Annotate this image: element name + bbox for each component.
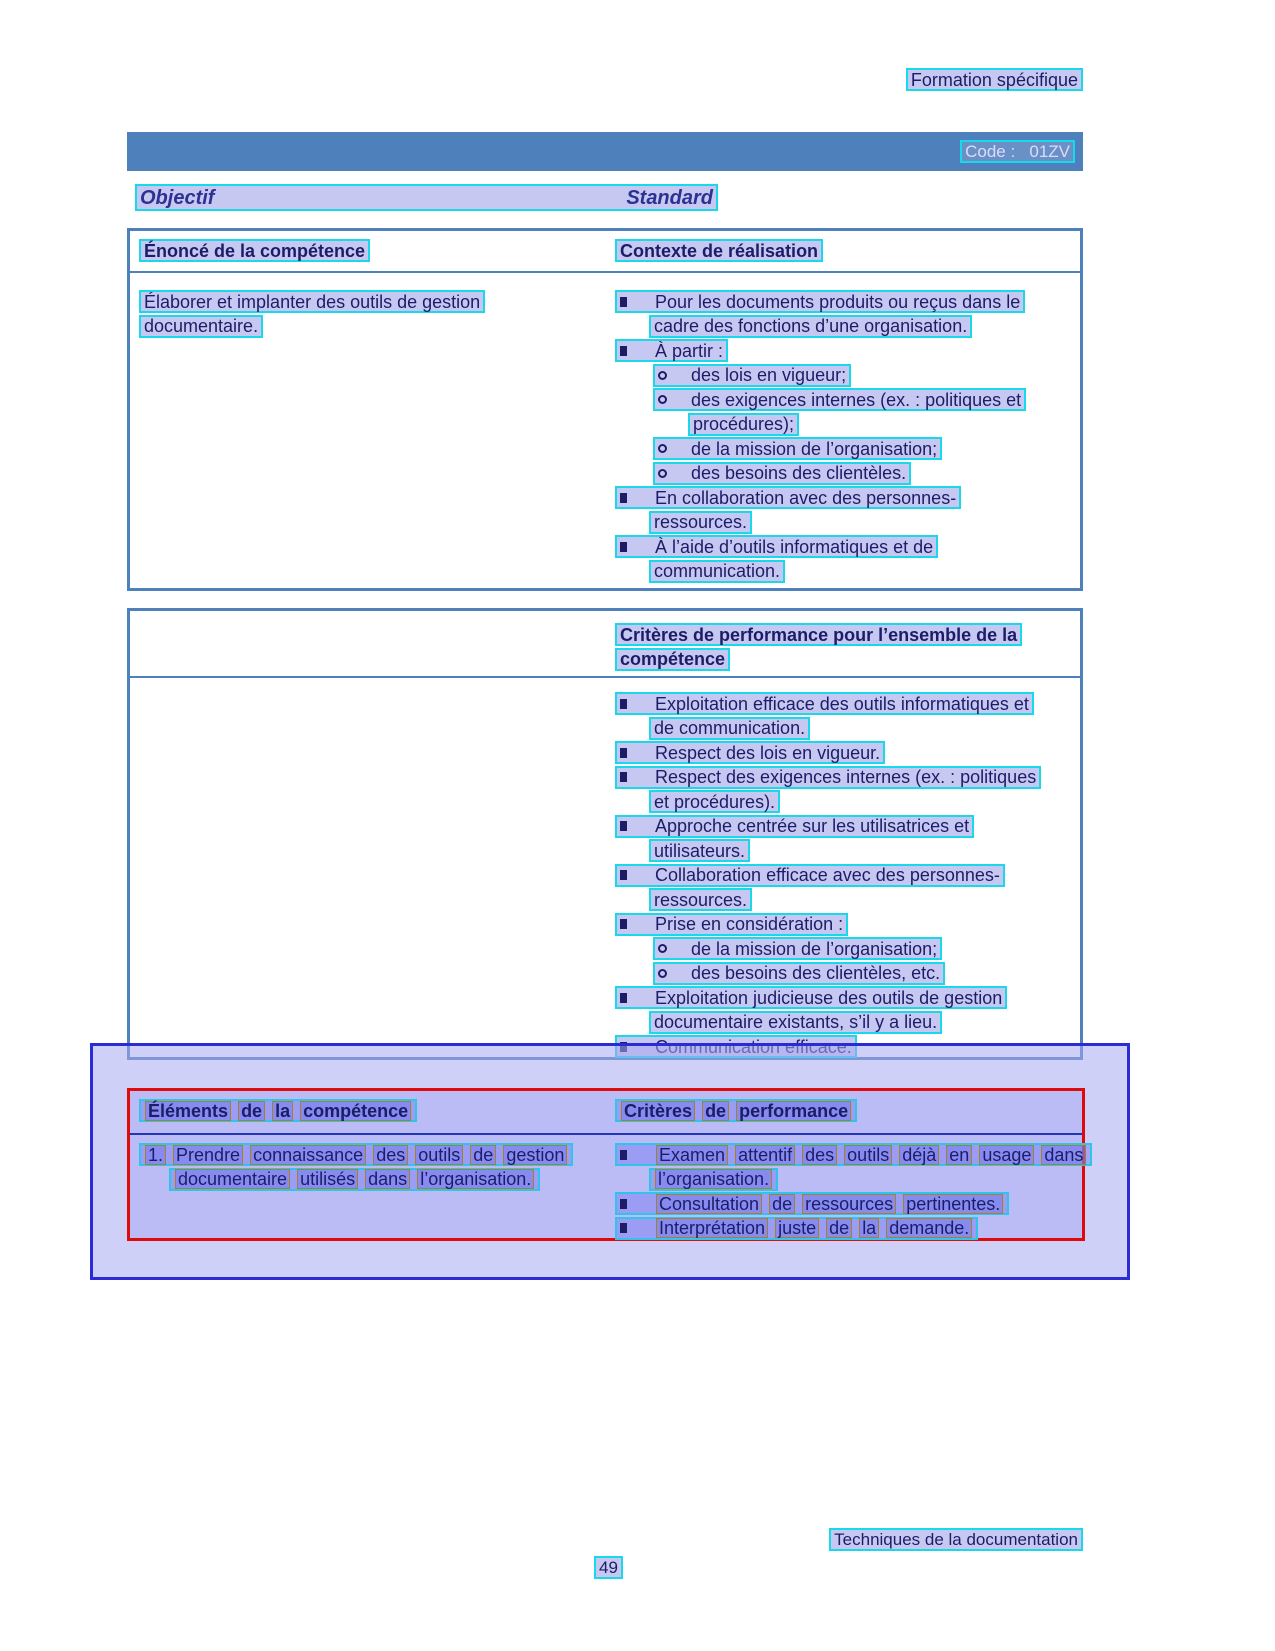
highlight-box bbox=[139, 239, 370, 262]
text-line bbox=[615, 339, 1026, 364]
square-bullet-icon bbox=[620, 870, 627, 880]
line-text: documentaire. bbox=[144, 316, 259, 336]
text-line bbox=[615, 486, 1026, 511]
text-line bbox=[649, 839, 1041, 864]
square-bullet-icon bbox=[620, 297, 627, 307]
highlight-box bbox=[615, 986, 1007, 1009]
word-box: Éléments bbox=[145, 1101, 231, 1121]
highlight-box bbox=[649, 315, 972, 338]
page-number-text: 49 bbox=[599, 1558, 618, 1577]
text-line bbox=[649, 1168, 1092, 1193]
word-box: de bbox=[238, 1101, 265, 1121]
word-box: outils bbox=[415, 1145, 463, 1165]
highlight-box bbox=[649, 790, 780, 813]
text-line bbox=[615, 741, 1041, 766]
line-text: documentaire existants, s’il y a lieu. bbox=[654, 1012, 938, 1032]
highlight-box bbox=[615, 486, 961, 509]
text-line bbox=[139, 290, 485, 315]
square-bullet-icon bbox=[620, 772, 627, 782]
text-line bbox=[615, 1099, 857, 1124]
line-text: Respect des lois en vigueur. bbox=[655, 742, 881, 763]
table-enonce-contexte bbox=[127, 228, 1083, 591]
table2-header-right bbox=[615, 623, 1022, 672]
word-box: la bbox=[272, 1101, 293, 1121]
highlight-box bbox=[615, 535, 938, 558]
table3-right-cell bbox=[615, 1143, 1092, 1241]
highlight-box bbox=[615, 692, 1034, 715]
word-box: gestion bbox=[503, 1145, 567, 1165]
table-elements-criteres bbox=[127, 1088, 1085, 1241]
line-text bbox=[655, 1218, 973, 1238]
formation-specifique-text: Formation spécifique bbox=[910, 69, 1078, 90]
line-text: ressources. bbox=[654, 512, 748, 532]
text-line bbox=[615, 290, 1026, 315]
text-line bbox=[615, 623, 1022, 648]
highlight-box bbox=[615, 1217, 978, 1240]
line-text: Pour les documents produits ou reçus dans le bbox=[655, 291, 1021, 312]
word-box: de bbox=[769, 1194, 795, 1214]
table3-header-right bbox=[615, 1099, 857, 1124]
square-bullet-icon bbox=[620, 919, 627, 929]
line-text: Élaborer et implanter des outils de gestion bbox=[144, 291, 481, 312]
page-number bbox=[594, 1556, 623, 1579]
word-box: Prendre bbox=[173, 1145, 243, 1165]
word-box: des bbox=[802, 1145, 837, 1165]
text-line bbox=[615, 766, 1041, 791]
word-box: la bbox=[859, 1218, 879, 1238]
line-text: de la mission de l’organisation; bbox=[691, 938, 938, 959]
text-line bbox=[653, 388, 1026, 413]
highlight-box bbox=[615, 913, 848, 936]
line-text: Respect des exigences internes (ex. : politiques bbox=[655, 767, 1037, 787]
square-bullet-icon bbox=[620, 346, 627, 356]
line-text: Collaboration efficace avec des personnes- bbox=[655, 865, 1000, 885]
line-text bbox=[174, 1169, 535, 1189]
word-box: compétence bbox=[300, 1101, 411, 1121]
highlight-box bbox=[615, 339, 728, 362]
circle-bullet-icon bbox=[658, 444, 667, 453]
highlight-box bbox=[615, 864, 1005, 887]
word-box: l’organisation. bbox=[655, 1169, 772, 1189]
highlight-box bbox=[615, 741, 885, 764]
highlight-box bbox=[139, 1099, 417, 1122]
title-bar bbox=[127, 132, 1083, 171]
text-line bbox=[615, 1143, 1092, 1168]
line-text: et procédures). bbox=[654, 791, 776, 812]
circle-bullet-icon bbox=[658, 371, 667, 380]
square-bullet-icon bbox=[620, 493, 627, 503]
text-line bbox=[615, 692, 1041, 717]
highlight-box bbox=[594, 1556, 623, 1579]
text-line bbox=[653, 364, 1026, 389]
circle-bullet-icon bbox=[658, 395, 667, 404]
circle-bullet-icon bbox=[658, 469, 667, 478]
text-line bbox=[169, 1168, 573, 1193]
word-box: usage bbox=[979, 1145, 1034, 1165]
line-text bbox=[620, 1101, 852, 1121]
line-text: En collaboration avec des personnes- bbox=[655, 487, 957, 508]
square-bullet-icon bbox=[620, 1223, 627, 1233]
word-box: attentif bbox=[735, 1145, 795, 1165]
line-text: Critères de performance pour l’ensemble de la bbox=[620, 624, 1018, 645]
text-line bbox=[649, 1011, 1041, 1036]
word-box: ressources bbox=[802, 1194, 896, 1214]
word-box: l’organisation. bbox=[417, 1169, 534, 1189]
square-bullet-icon bbox=[620, 1199, 627, 1209]
highlight-box bbox=[169, 1168, 540, 1191]
highlight-box bbox=[135, 184, 718, 211]
highlight-box bbox=[139, 315, 263, 338]
text-line bbox=[688, 413, 1026, 438]
table3-left-cell bbox=[139, 1143, 573, 1192]
square-bullet-icon bbox=[620, 1150, 627, 1160]
highlight-box bbox=[615, 1143, 1092, 1166]
table1-header-left: Énoncé de la compétence bbox=[144, 240, 366, 261]
text-line bbox=[649, 888, 1041, 913]
highlight-box bbox=[649, 511, 752, 534]
word-box: de bbox=[826, 1218, 852, 1238]
line-text: ressources. bbox=[654, 889, 748, 910]
text-line bbox=[615, 986, 1041, 1011]
word-box: juste bbox=[775, 1218, 819, 1238]
square-bullet-icon bbox=[620, 748, 627, 758]
highlight-box bbox=[653, 437, 942, 460]
line-text bbox=[654, 1169, 773, 1189]
square-bullet-icon bbox=[620, 993, 627, 1003]
text-line bbox=[139, 1099, 417, 1124]
text-line bbox=[649, 790, 1041, 815]
text-line bbox=[615, 648, 1022, 673]
word-box: pertinentes. bbox=[903, 1194, 1003, 1214]
text-line bbox=[653, 437, 1026, 462]
word-box: utilisés bbox=[297, 1169, 358, 1189]
text-line bbox=[653, 937, 1041, 962]
table2-right-cell bbox=[615, 692, 1041, 1060]
highlight-box bbox=[615, 623, 1022, 646]
highlight-box bbox=[615, 1192, 1009, 1215]
section-heading-row bbox=[135, 184, 718, 211]
text-line bbox=[139, 315, 485, 340]
word-box: dans bbox=[365, 1169, 410, 1189]
word-box: 1. bbox=[145, 1145, 166, 1165]
standard-heading: Standard bbox=[626, 186, 713, 209]
highlight-box bbox=[615, 239, 823, 262]
circle-bullet-icon bbox=[658, 944, 667, 953]
text-line bbox=[615, 815, 1041, 840]
circle-bullet-icon bbox=[658, 969, 667, 978]
line-text: de communication. bbox=[654, 718, 806, 738]
text-line bbox=[615, 864, 1041, 889]
word-box: demande. bbox=[886, 1218, 972, 1238]
word-box: des bbox=[373, 1145, 408, 1165]
selection-overlay bbox=[90, 1043, 1130, 1280]
word-box: connaissance bbox=[250, 1145, 366, 1165]
text-line bbox=[615, 913, 1041, 938]
line-text: procédures); bbox=[693, 414, 795, 434]
objectif-heading: Objectif bbox=[140, 186, 215, 209]
footer-program-label bbox=[829, 1528, 1083, 1551]
line-text bbox=[655, 1194, 1004, 1214]
highlight-box bbox=[649, 839, 750, 862]
line-text bbox=[144, 1101, 412, 1121]
highlight-box bbox=[139, 290, 485, 313]
highlight-box bbox=[649, 717, 810, 740]
text-line bbox=[615, 1217, 1092, 1242]
highlight-box bbox=[688, 413, 799, 436]
text-line bbox=[615, 535, 1026, 560]
table2-header-row bbox=[130, 611, 1080, 678]
square-bullet-icon bbox=[620, 821, 627, 831]
highlight-box bbox=[649, 560, 785, 583]
word-box: performance bbox=[736, 1101, 851, 1121]
word-box: Interprétation bbox=[656, 1218, 768, 1238]
table3-header-row bbox=[130, 1091, 1082, 1135]
word-box: outils bbox=[844, 1145, 892, 1165]
table-criteres-ensemble bbox=[127, 608, 1083, 1060]
line-text bbox=[144, 1145, 568, 1165]
highlight-box bbox=[829, 1528, 1083, 1551]
line-text: À partir : bbox=[655, 340, 724, 361]
highlight-box bbox=[653, 962, 945, 985]
text-line bbox=[649, 511, 1026, 536]
line-text: des besoins des clientèles, etc. bbox=[691, 963, 941, 983]
line-text: utilisateurs. bbox=[654, 840, 746, 861]
highlight-box bbox=[649, 1011, 942, 1034]
line-text: des besoins des clientèles. bbox=[691, 463, 907, 483]
word-box: déjà bbox=[899, 1145, 939, 1165]
line-text: communication. bbox=[654, 561, 781, 581]
table1-left-cell bbox=[139, 290, 485, 339]
table1-header-row bbox=[130, 231, 1080, 273]
line-text bbox=[655, 1145, 1087, 1165]
text-line bbox=[615, 1192, 1092, 1217]
text-line bbox=[649, 560, 1026, 585]
highlight-box bbox=[615, 815, 974, 838]
square-bullet-icon bbox=[620, 542, 627, 552]
text-line bbox=[653, 962, 1041, 987]
text-line bbox=[653, 462, 1026, 487]
highlight-box bbox=[615, 766, 1041, 789]
word-box: Consultation bbox=[656, 1194, 762, 1214]
line-text: cadre des fonctions d’une organisation. bbox=[654, 316, 968, 336]
highlight-box bbox=[649, 1168, 778, 1191]
line-text: compétence bbox=[620, 649, 726, 669]
word-box: dans bbox=[1041, 1145, 1086, 1165]
formation-specifique-label bbox=[906, 68, 1083, 91]
highlight-box bbox=[653, 364, 851, 387]
highlight-box bbox=[906, 68, 1083, 91]
text-line bbox=[139, 1143, 573, 1168]
word-box: de bbox=[702, 1101, 729, 1121]
footer-program-text: Techniques de la documentation bbox=[834, 1530, 1078, 1549]
highlight-box bbox=[615, 648, 730, 671]
word-box: documentaire bbox=[175, 1169, 290, 1189]
word-box: de bbox=[470, 1145, 496, 1165]
table3-header-left bbox=[139, 1099, 417, 1124]
code-badge bbox=[960, 140, 1075, 163]
text-line bbox=[649, 315, 1026, 340]
highlight-box bbox=[649, 888, 752, 911]
line-text: À l’aide d’outils informatiques et de bbox=[655, 536, 934, 557]
word-box: Critères bbox=[621, 1101, 695, 1121]
text-line bbox=[649, 717, 1041, 742]
line-text: Exploitation judicieuse des outils de gestion bbox=[655, 987, 1003, 1008]
line-text: Approche centrée sur les utilisatrices et bbox=[655, 816, 970, 836]
line-text: des lois en vigueur; bbox=[691, 365, 847, 385]
highlight-box bbox=[653, 462, 911, 485]
highlight-box bbox=[653, 937, 942, 960]
highlight-box bbox=[615, 1099, 857, 1122]
highlight-box bbox=[653, 388, 1026, 411]
code-text: Code : 01ZV bbox=[965, 142, 1070, 161]
word-box: en bbox=[946, 1145, 972, 1165]
table1-right-cell bbox=[615, 290, 1026, 584]
line-text: de la mission de l’organisation; bbox=[691, 438, 938, 459]
table1-header-right: Contexte de réalisation bbox=[620, 240, 819, 261]
word-box: Examen bbox=[656, 1145, 728, 1165]
highlight-box bbox=[615, 290, 1025, 313]
line-text: des exigences internes (ex. : politiques et bbox=[691, 389, 1022, 410]
square-bullet-icon bbox=[620, 699, 627, 709]
line-text: Exploitation efficace des outils informatiques et bbox=[655, 693, 1029, 714]
line-text: Prise en considération : bbox=[655, 914, 844, 934]
highlight-box bbox=[139, 1143, 573, 1166]
